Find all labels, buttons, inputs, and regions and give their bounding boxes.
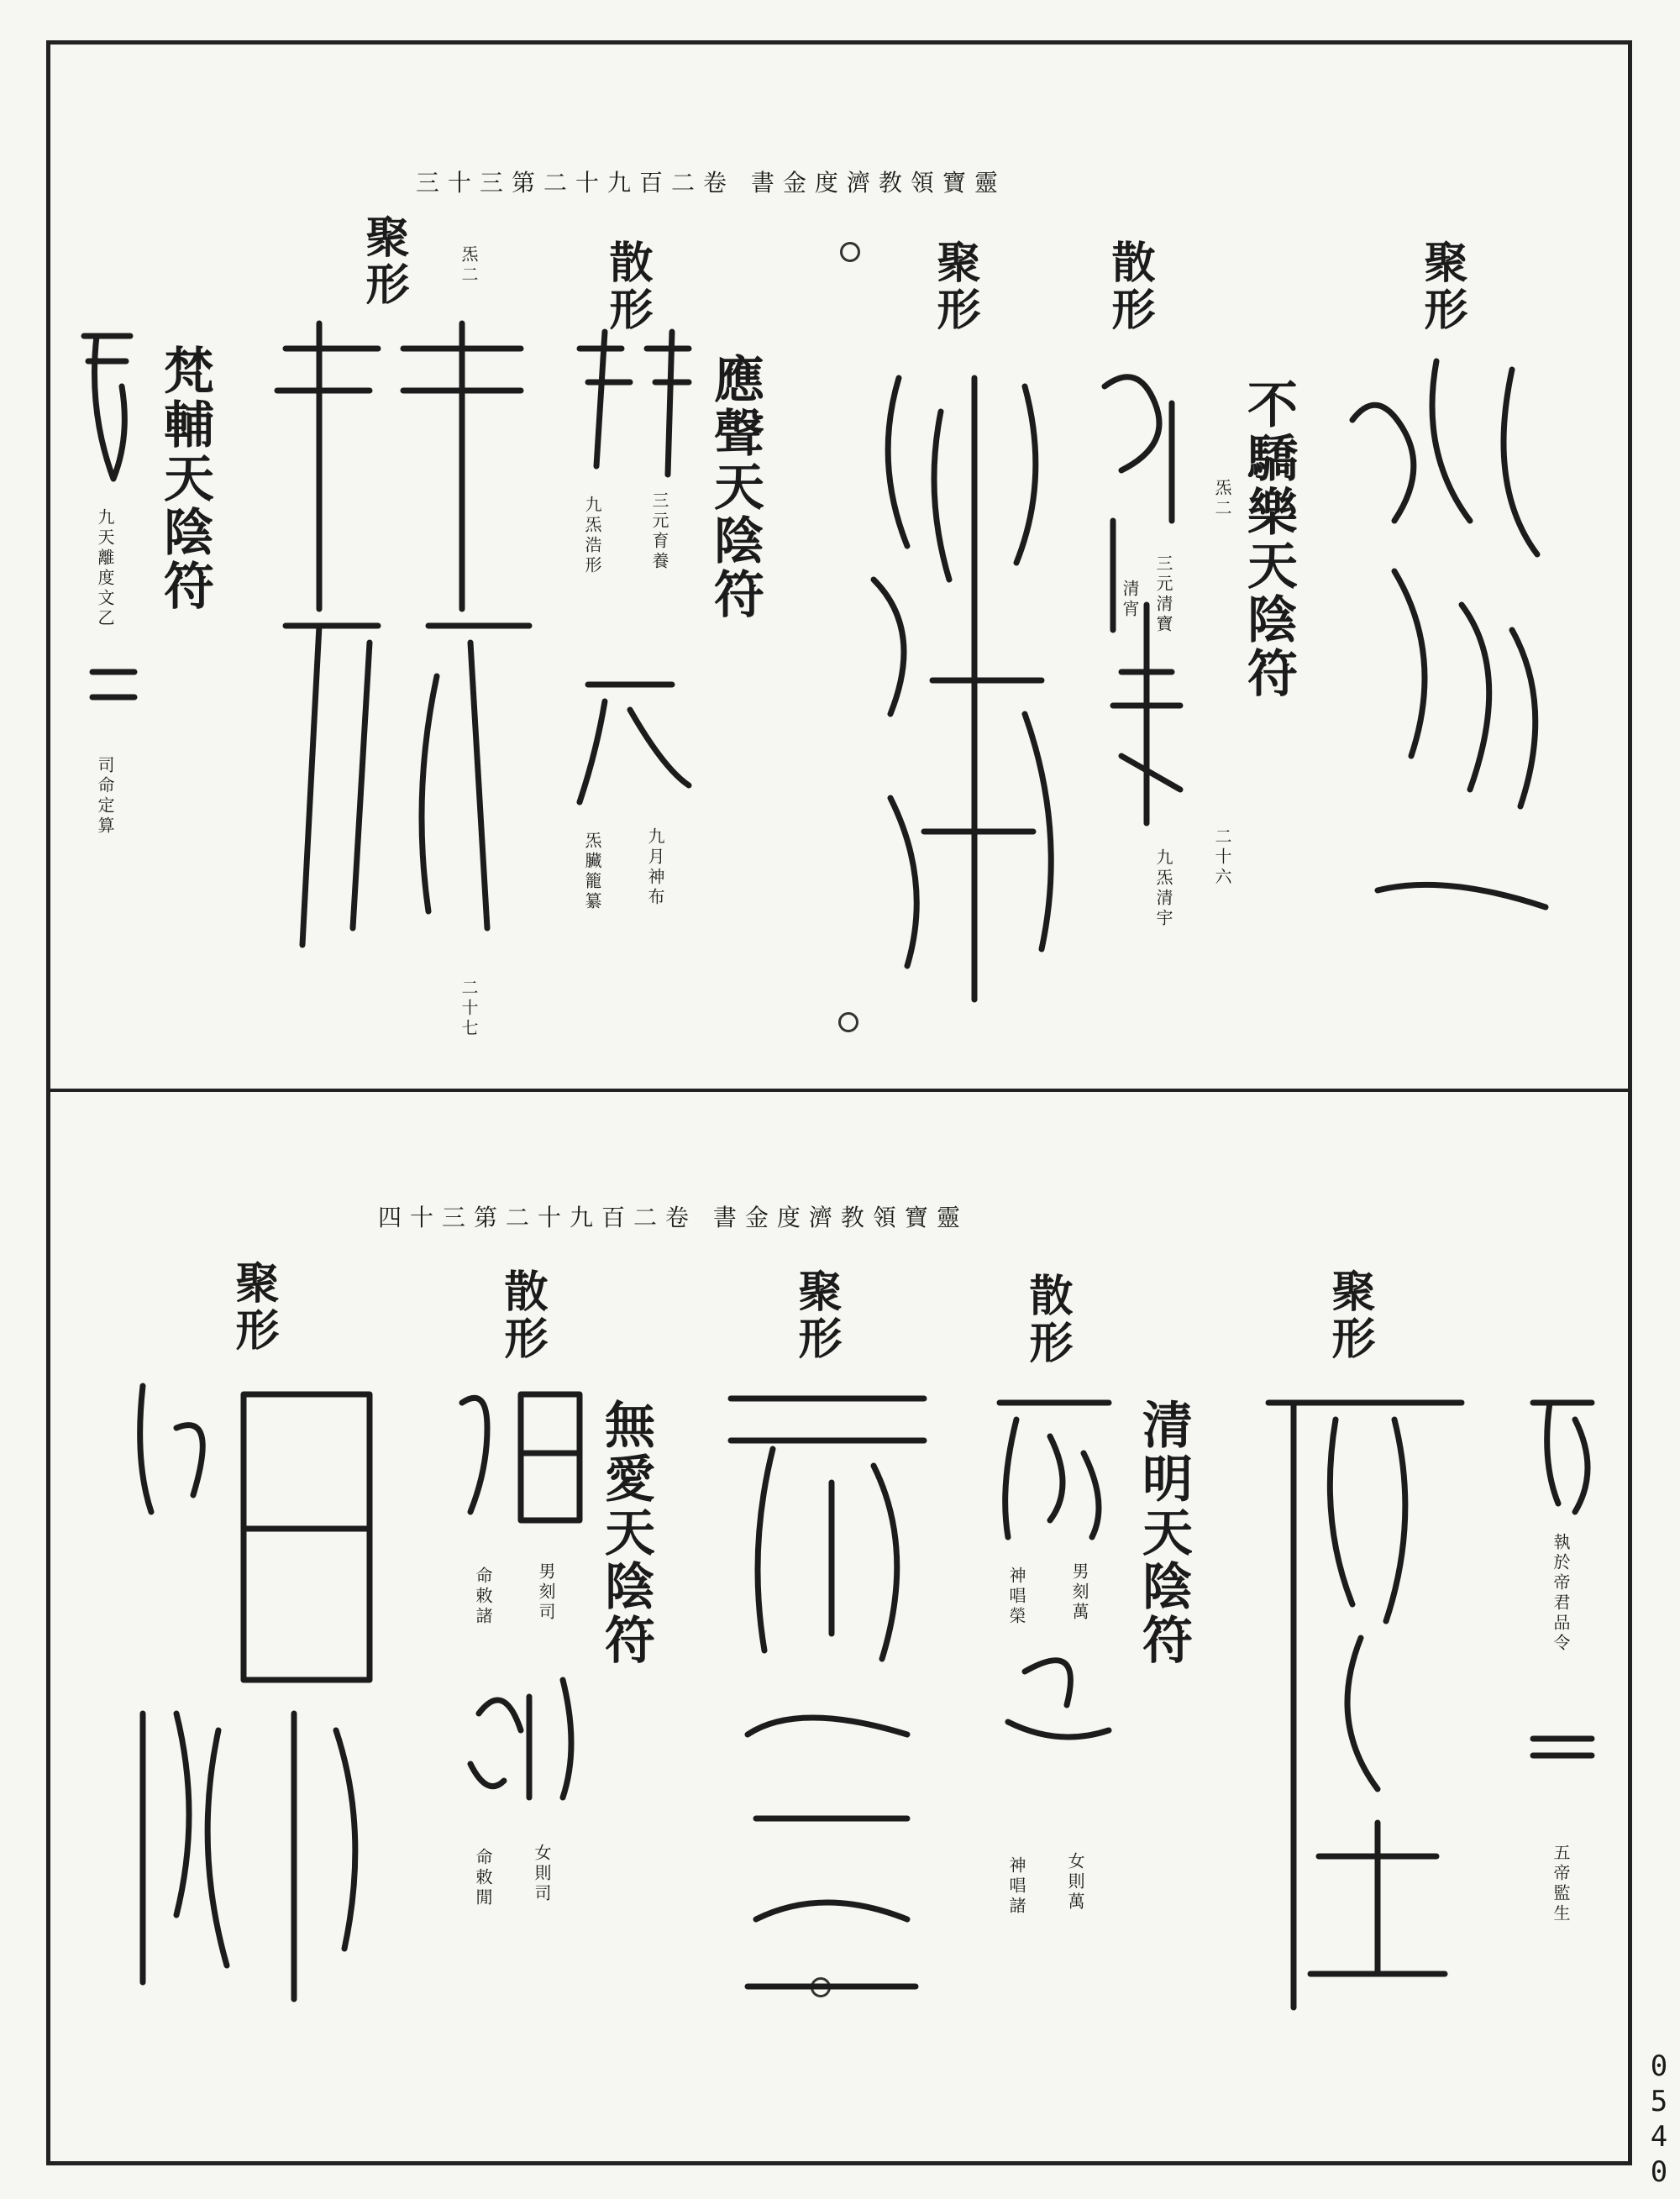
page-number: 0540 [1642,2049,1676,2191]
label-sanxing-t6: 散形 [601,239,653,333]
label-sanxing-b7: 散形 [496,1268,548,1362]
note-b3-b: 神唱榮 [1006,1567,1026,1627]
label-juxing-t7: 聚形 [358,214,409,308]
note-t8-b: 司命定算 [95,756,115,837]
note-b3-a: 男刻萬 [1069,1562,1089,1623]
note-t5-b: 九炁浩形 [582,496,602,576]
label-juxing-t4: 聚形 [929,239,980,333]
label-sanxing-t3: 散形 [1104,239,1155,333]
note-t7-bottom: 二十七 [459,979,479,1039]
note-t5-c: 九月神布 [645,827,665,908]
label-juxing-b5: 聚形 [790,1268,842,1362]
talisman-glyph-t4 [857,361,1084,1016]
label-juxing-b8: 聚形 [228,1260,279,1354]
label-juxing-b2: 聚形 [1324,1268,1375,1362]
note-b6-a: 男刻司 [536,1562,556,1623]
talisman-glyph-t8b [88,664,139,731]
note-t2-top: 炁二 [1212,479,1232,519]
note-t5-d: 炁臟籠纂 [582,832,602,912]
bottom-header: 四十三第二十九百二卷 書金度濟教領寶靈 [378,1204,969,1231]
note-b3-c: 女則萬 [1065,1852,1085,1913]
talisman-glyph-b8 [126,1378,403,2016]
note-t5-a: 三元育養 [649,491,669,572]
talisman-glyph-b5 [722,1382,932,2003]
note-b1-a: 執於帝君品令 [1551,1533,1571,1654]
talisman-glyph-t7 [269,323,546,962]
top-header: 三十三第二十九百二卷 書金度濟教領寶靈 [416,169,1006,197]
note-b1-b: 五帝監生 [1551,1844,1571,1924]
talisman-glyph-b7 [454,1378,588,1814]
title-b6: 無愛天陰符 [596,1399,655,1667]
note-b3-d: 神唱諸 [1006,1856,1026,1917]
title-b3: 清明天陰符 [1134,1399,1193,1667]
talisman-glyph-t6 [571,332,697,819]
title-t2: 不驕樂天陰符 [1239,378,1298,701]
note-t7-top: 炁二 [459,245,479,286]
talisman-glyph-t1 [1344,353,1562,924]
note-b6-d: 命敕閒 [473,1848,493,1908]
label-juxing-t1: 聚形 [1416,239,1467,333]
note-t2-b: 清宵 [1120,580,1140,620]
title-t5: 應聲天陰符 [706,353,764,622]
panel-divider [46,1089,1632,1092]
note-t2-d: 九炁清宇 [1153,848,1173,929]
label-sanxing-b4: 散形 [1021,1273,1073,1367]
note-t2-a: 三元清寶 [1153,554,1173,635]
binding-hole-top-1 [840,242,860,262]
talisman-glyph-t3 [1088,353,1197,840]
note-t2-c: 二十六 [1212,827,1232,888]
talisman-glyph-b2 [1260,1386,1470,2024]
binding-hole-top-2 [838,1012,858,1032]
note-t8-a: 九天離度文乙 [95,508,115,629]
talisman-glyph-t8 [80,319,139,487]
note-b6-b: 命敕諸 [473,1567,493,1627]
title-t8: 梵輔天陰符 [155,344,214,613]
talisman-glyph-b4 [991,1386,1117,1756]
note-b6-c: 女則司 [532,1844,552,1904]
